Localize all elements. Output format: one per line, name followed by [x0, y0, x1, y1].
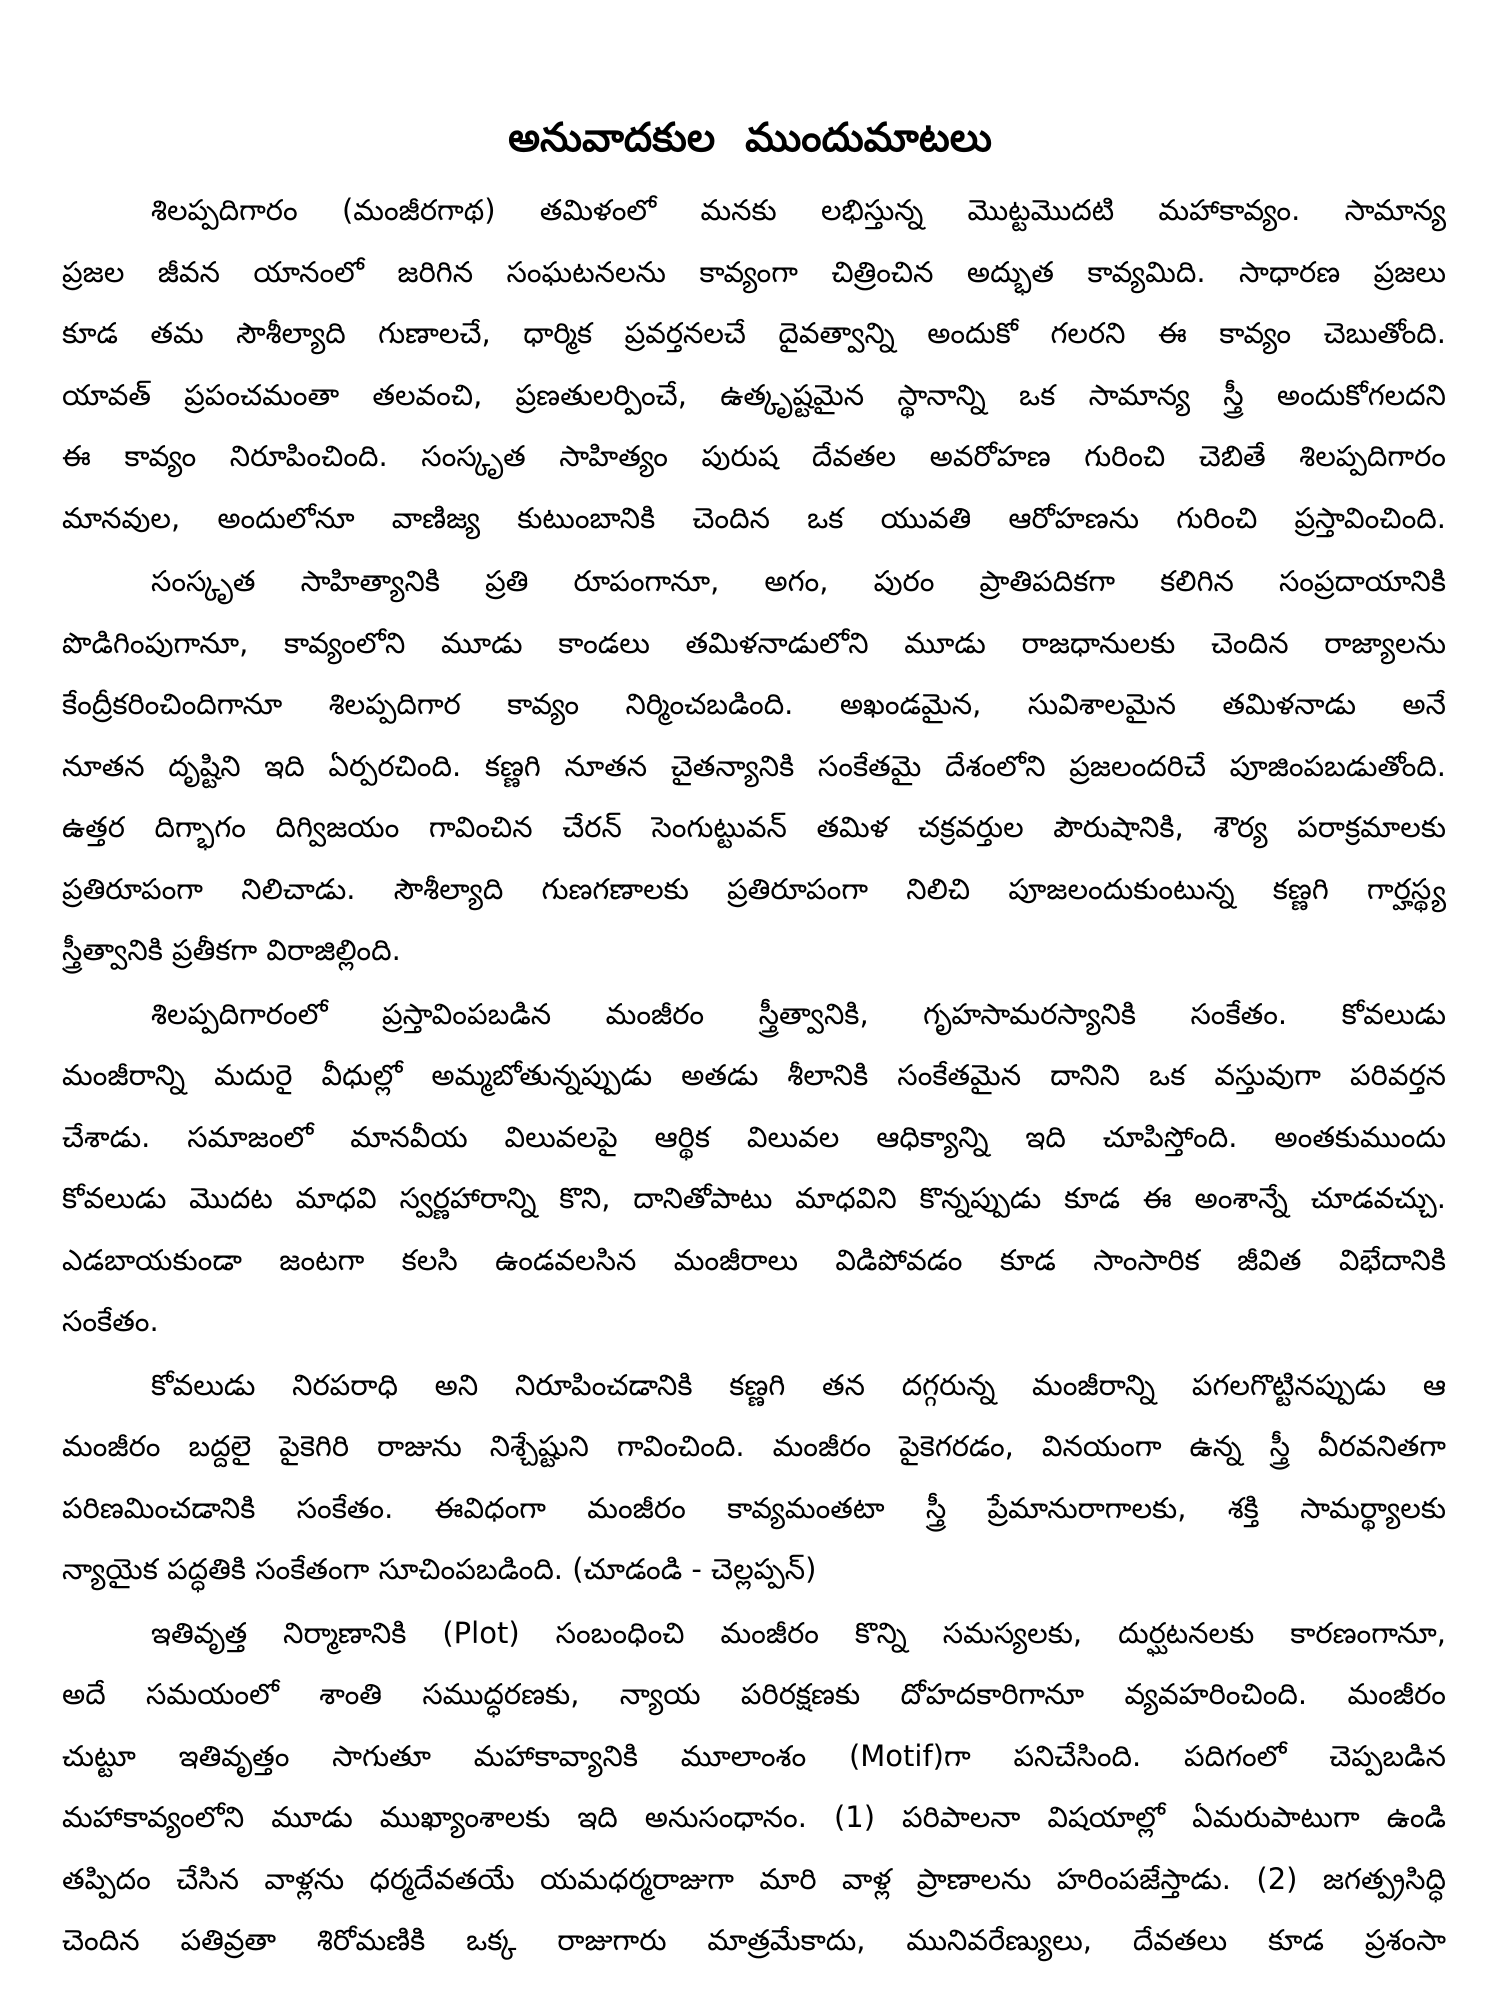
- paragraph: [62, 984, 1446, 1353]
- text-line: యావత్ ప్రపంచమంతా తలవంచి, ప్రణతులర్పించే, ఉత్కృష్టమైన స్థానాన్ని ఒక సామాన్య స్త్రీ అందుకోగలదని: [62, 377, 1446, 412]
- document-body: [62, 180, 1446, 1972]
- text-line: సంస్కృత సాహిత్యానికి ప్రతి రూపంగానూ, అగం, పురం ప్రాతిపదికగా కలిగిన సంప్రదాయానికి: [151, 564, 1446, 598]
- text-line: మంజీరాన్ని మదురై వీధుల్లో అమ్మబోతున్నప్పుడు అతడు శీలానికి సంకేతమైన దానిని ఒక వస్తువుగా పరివర్తన: [62, 1058, 1446, 1092]
- text-line: శిలప్పదిగారం (మంజీరగాథ) తమిళంలో మనకు లభిస్తున్న మొట్టమొదటి మహాకావ్యం. సామాన్య: [151, 193, 1446, 227]
- text-line: శిలప్పదిగారంలో ప్రస్తావింపబడిన మంజీరం స్త్రీత్వానికి, గృహసామరస్యానికి సంకేతం. కోవలుడు: [151, 996, 1446, 1031]
- paragraph: [62, 1603, 1446, 1972]
- paragraph: [62, 180, 1446, 549]
- text-line: మానవుల, అందులోనూ వాణిజ్య కుటుంబానికి చెందిన ఒక యువతి ఆరోహణను గురించి ప్రస్తావించింది.: [62, 500, 1446, 535]
- text-line: స్త్రీత్వానికి ప్రతీకగా విరాజిల్లింది.: [62, 933, 401, 967]
- text-line: న్యాయైక పద్ధతికి సంకేతంగా సూచింపబడింది. (చూడండి - చెల్లప్పన్): [62, 1552, 817, 1586]
- text-line: ఇతివృత్త నిర్మాణానికి (Plot) సంబంధించి మంజీరం కొన్ని సమస్యలకు, దుర్ఘటనలకు కారణంగానూ,: [151, 1615, 1446, 1650]
- text-line: పరిణమించడానికి సంకేతం. ఈవిధంగా మంజీరం కావ్యమంతటా స్త్రీ ప్రేమానురాగాలకు, శక్తి సామర్థ్యాలకు: [62, 1490, 1446, 1525]
- text-line: చుట్టూ ఇతివృత్తం సాగుతూ మహాకావ్యానికి మూలాంశం (Motif)గా పనిచేసింది. పదిగంలో చెప్పబడిన: [62, 1738, 1446, 1773]
- page-title: అనువాదకుల ముందుమాటలు: [508, 115, 992, 161]
- text-line: ఉత్తర దిగ్భాగం దిగ్విజయం గావించిన చేరన్ సెంగుట్టువన్ తమిళ చక్రవర్తుల పౌరుషానికి, శౌర్య పరాక్రమాలకు: [62, 810, 1446, 844]
- text-line: పొడిగింపుగానూ, కావ్యంలోని మూడు కాండలు తమిళనాడులోని మూడు రాజధానులకు చెందిన రాజ్యాలను: [62, 625, 1446, 660]
- paragraph: [62, 1355, 1446, 1601]
- text-line: తప్పిదం చేసిన వాళ్లను ధర్మదేవతయే యమధర్మరాజుగా మారి వాళ్ల ప్రాణాలను హరింపజేస్తాడు. (2) జగత్ప్రసిద్ధి: [62, 1861, 1446, 1896]
- text-line: చెందిన పతివ్రతా శిరోమణికి ఒక్క రాజుగారు మాత్రమేకాదు, మునివరేణ్యులు, దేవతలు కూడ ప్రశంసా: [62, 1923, 1446, 1957]
- text-line: కూడ తమ సౌశీల్యాది గుణాలచే, ధార్మిక ప్రవర్తనలచే దైవత్వాన్ని అందుకో గలరని ఈ కావ్యం చెబుతోంది.: [62, 316, 1446, 350]
- text-line: మహాకావ్యంలోని మూడు ముఖ్యాంశాలకు ఇది అనుసంధానం. (1) పరిపాలనా విషయాల్లో ఏమరుపాటుగా ఉండి: [62, 1800, 1446, 1834]
- text-line: అదే సమయంలో శాంతి సముద్ధరణకు, న్యాయ పరిరక్షణకు దోహదకారిగానూ వ్యవహరించింది. మంజీరం: [62, 1677, 1446, 1711]
- text-line: ఈ కావ్యం నిరూపించింది. సంస్కృత సాహిత్యం పురుష దేవతల అవరోహణ గురించి చెబితే శిలప్పదిగారం: [62, 439, 1446, 473]
- text-line: కోవలుడు నిరపరాధి అని నిరూపించడానికి కణ్ణగి తన దగ్గరున్న మంజీరాన్ని పగలగొట్టినప్పుడు ఆ: [151, 1367, 1446, 1402]
- text-line: నూతన దృష్టిని ఇది ఏర్పరచింది. కణ్ణగి నూతన చైతన్యానికి సంకేతమై దేశంలోని ప్రజలందరిచే పూజింపబడుతోంది.: [62, 748, 1446, 783]
- text-line: కోవలుడు మొదట మాధవి స్వర్ణహారాన్ని కొని, దానితోపాటు మాధవిని కొన్నప్పుడు కూడ ఈ అంశాన్నే చూడవచ్చు.: [62, 1181, 1446, 1215]
- text-line: మంజీరం బద్దలై పైకెగిరి రాజును నిశ్చేష్టుని గావించింది. మంజీరం పైకెగరడం, వినయంగా ఉన్న స్త్రీ వీరవనితగా: [62, 1429, 1446, 1463]
- text-line: ప్రజల జీవన యానంలో జరిగిన సంఘటనలను కావ్యంగా చిత్రించిన అద్భుత కావ్యమిది. సాధారణ ప్రజలు: [62, 254, 1446, 289]
- text-line: చేశాడు. సమాజంలో మానవీయ విలువలపై ఆర్థిక విలువల ఆధిక్యాన్ని ఇది చూపిస్తోంది. అంతకుముందు: [62, 1119, 1446, 1154]
- text-line: ఎడబాయకుండా జంటగా కలసి ఉండవలసిన మంజీరాలు విడిపోవడం కూడ సాంసారిక జీవిత విభేదానికి: [62, 1242, 1446, 1277]
- text-line: ప్రతిరూపంగా నిలిచాడు. సౌశీల్యాది గుణగణాలకు ప్రతిరూపంగా నిలిచి పూజలందుకుంటున్న కణ్ణగి గార్హస్థ్య: [62, 871, 1446, 906]
- paragraph: [62, 551, 1446, 982]
- text-line: సంకేతం.: [62, 1304, 159, 1338]
- text-line: కేంద్రీకరించిందిగానూ శిలప్పదిగార కావ్యం నిర్మించబడింది. అఖండమైన, సువిశాలమైన తమిళనాడు అనే: [62, 687, 1446, 721]
